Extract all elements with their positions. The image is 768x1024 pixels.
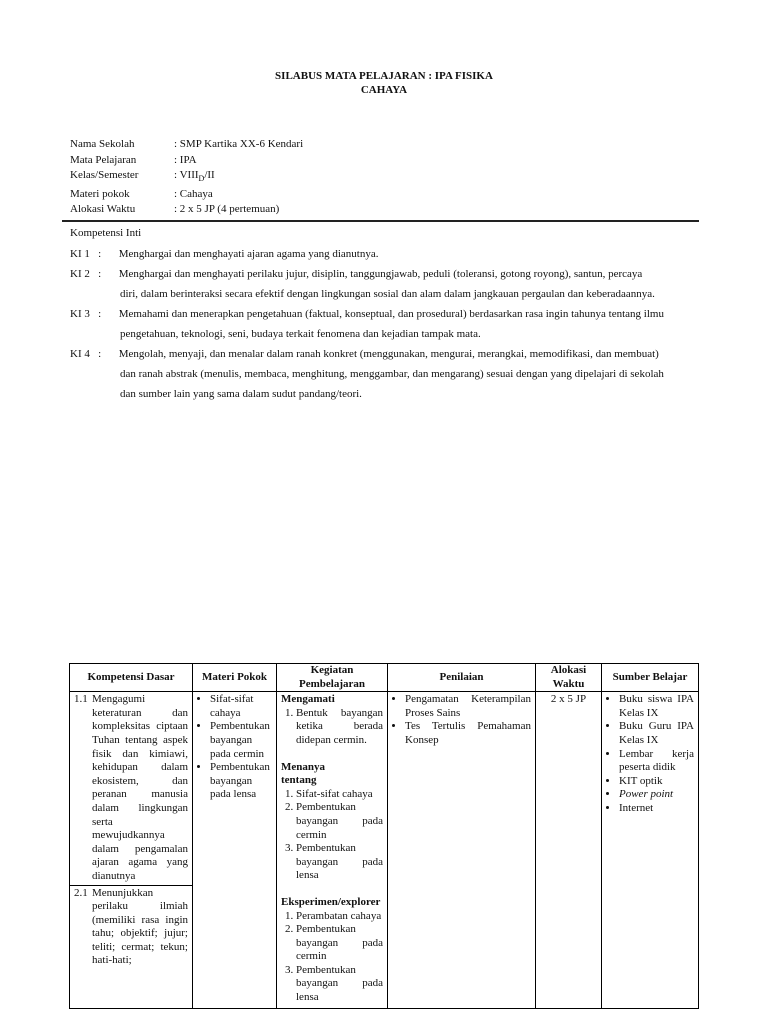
ki-label: KI 4 : bbox=[70, 348, 102, 360]
header-sumber: Sumber Belajar bbox=[602, 664, 699, 692]
list-item: • Pembentukan bayangan pada lensa bbox=[210, 761, 272, 802]
materi-list bbox=[197, 693, 272, 802]
info-row-class bbox=[70, 168, 303, 187]
info-value: : Cahaya bbox=[174, 187, 213, 200]
list-item: • Pengamatan Keterampilan Proses Sains bbox=[405, 693, 531, 720]
info-label: Alokasi Waktu bbox=[70, 203, 136, 216]
ki-text: Menghargai dan menghayati ajaran agama yang dianutnya. bbox=[118, 248, 379, 260]
list-item: 3. Pembentukan bayangan pada lensa bbox=[296, 964, 383, 1005]
kegiatan-cell bbox=[277, 692, 388, 1008]
list-item: 3. Pembentukan bayangan pada lensa bbox=[296, 842, 383, 883]
sumber-list bbox=[606, 693, 694, 815]
header-kegiatan: Kegiatan Pembelajaran bbox=[277, 664, 388, 692]
list-item: • Sifat-sifat cahaya bbox=[210, 693, 272, 720]
syllabus-table bbox=[69, 663, 699, 1009]
info-value-post: /II bbox=[204, 169, 215, 181]
ki-text-cont: dan ranah abstrak (menulis, membaca, menghitung, menggambar, dan mengarang) sesuai dengan yang dipelajari di sekolah bbox=[120, 368, 664, 380]
info-value-pre: : VIII bbox=[174, 169, 199, 181]
info-label: Mata Pelajaran bbox=[70, 153, 137, 166]
kd-text: Mengagumi keteraturan dan kompleksitas ciptaan Tuhan tentang aspek fisik dan kimiawi, kehidupan dalam ekosistem, dan peranan manusia dalam lingkungan serta mewujudkannya dalam pengamalan ajaran agama yang dianutnya bbox=[92, 693, 188, 882]
identity-block bbox=[70, 137, 303, 218]
ki-label: KI 2 : bbox=[70, 268, 102, 280]
table-row bbox=[70, 692, 699, 885]
info-value: : IPA bbox=[174, 153, 197, 166]
list-item: • Buku siswa IPA Kelas IX bbox=[619, 693, 694, 720]
list-item: • Power point bbox=[619, 788, 694, 802]
info-row-school bbox=[70, 137, 303, 153]
horizontal-divider bbox=[62, 220, 699, 222]
kd-text: Menunjukkan perilaku ilmiah (memiliki rasa ingin tahu; objektif; jujur; teliti; cermat; tekun; hati-hati; bbox=[92, 886, 188, 967]
ki-text: Memahami dan menerapkan pengetahuan (faktual, konseptual, dan prosedural) berdasarkan rasa ingin tahunya tentang ilmu bbox=[118, 308, 664, 320]
document-subtitle: CAHAYA bbox=[360, 84, 408, 96]
penilaian-cell bbox=[388, 692, 536, 1008]
list-item: 1. Perambatan cahaya bbox=[296, 910, 383, 924]
ki-2 bbox=[70, 264, 699, 304]
list-item: • Buku Guru IPA Kelas IX bbox=[619, 720, 694, 747]
info-row-time bbox=[70, 202, 303, 218]
header-kompetensi-dasar: Kompetensi Dasar bbox=[70, 664, 193, 692]
eksperimen-list bbox=[281, 910, 383, 1005]
list-item: • Lembar kerja peserta didik bbox=[619, 748, 694, 775]
kd-cell-2 bbox=[70, 885, 193, 1008]
alokasi-cell: 2 x 5 JP bbox=[536, 692, 602, 1008]
document-title: SILABUS MATA PELAJARAN : IPA FISIKA bbox=[275, 70, 493, 82]
info-label: Nama Sekolah bbox=[70, 138, 135, 150]
mengamati-list bbox=[281, 707, 383, 748]
ki-label: KI 1 : bbox=[70, 248, 102, 260]
ki-heading: Kompetensi Inti bbox=[70, 227, 142, 239]
kegiatan-heading-menanya: Menanya tentang bbox=[281, 760, 325, 787]
list-item: 1. Sifat-sifat cahaya bbox=[296, 788, 383, 802]
ki-text: Mengolah, menyaji, dan menalar dalam ranah konkret (menggunakan, mengurai, merangkai, memodifikasi, dan membuat) bbox=[118, 348, 659, 360]
kd-cell-1 bbox=[70, 692, 193, 885]
list-item: • Tes Tertulis Pemahaman Konsep bbox=[405, 720, 531, 747]
table-header-row bbox=[70, 664, 699, 692]
info-value: : 2 x 5 JP (4 pertemuan) bbox=[174, 203, 280, 216]
kegiatan-heading-eksperimen: Eksperimen/explorer bbox=[281, 895, 381, 908]
kegiatan-heading-mengamati: Mengamati bbox=[281, 693, 335, 706]
kd-number: 1.1 bbox=[74, 693, 88, 706]
list-item: • Internet bbox=[619, 802, 694, 816]
ki-text-cont: diri, dalam berinteraksi secara efektif dengan lingkungan sosial dan alam dalam jangkauan pergaulan dan keberadaannya. bbox=[120, 288, 655, 300]
info-label: Materi pokok bbox=[70, 187, 130, 200]
header-materi-pokok: Materi Pokok bbox=[193, 664, 277, 692]
info-row-subject bbox=[70, 153, 303, 169]
info-value-sub: D bbox=[198, 174, 205, 184]
ki-4 bbox=[70, 344, 699, 404]
info-value bbox=[174, 168, 215, 187]
header-alokasi: Alokasi Waktu bbox=[536, 664, 602, 692]
info-label: Kelas/Semester bbox=[70, 169, 139, 181]
sumber-cell bbox=[602, 692, 699, 1008]
ki-3 bbox=[70, 304, 699, 344]
ki-text-cont: dan sumber lain yang sama dalam sudut pandang/teori. bbox=[120, 388, 362, 400]
penilaian-list bbox=[392, 693, 531, 747]
materi-cell bbox=[193, 692, 277, 1008]
list-item: 2. Pembentukan bayangan pada cermin bbox=[296, 923, 383, 964]
ki-1 bbox=[70, 244, 699, 264]
list-item: • Pembentukan bayangan pada cermin bbox=[210, 720, 272, 761]
list-item: • KIT optik bbox=[619, 775, 694, 789]
info-row-topic bbox=[70, 187, 303, 203]
ki-text: Menghargai dan menghayati perilaku jujur, disiplin, tanggungjawab, peduli (toleransi, gotong royong), santun, percaya bbox=[118, 268, 643, 280]
info-value: : SMP Kartika XX-6 Kendari bbox=[174, 138, 304, 150]
ki-text-cont: pengetahuan, teknologi, seni, budaya terkait fenomena dan kejadian tampak mata. bbox=[120, 328, 481, 340]
kd-number: 2.1 bbox=[74, 886, 88, 899]
menanya-list bbox=[281, 788, 383, 883]
list-item: 1. Bentuk bayangan ketika berada didepan cermin. bbox=[296, 707, 383, 748]
header-penilaian: Penilaian bbox=[388, 664, 536, 692]
list-item: 2. Pembentukan bayangan pada cermin bbox=[296, 801, 383, 842]
ki-label: KI 3 : bbox=[70, 308, 102, 320]
